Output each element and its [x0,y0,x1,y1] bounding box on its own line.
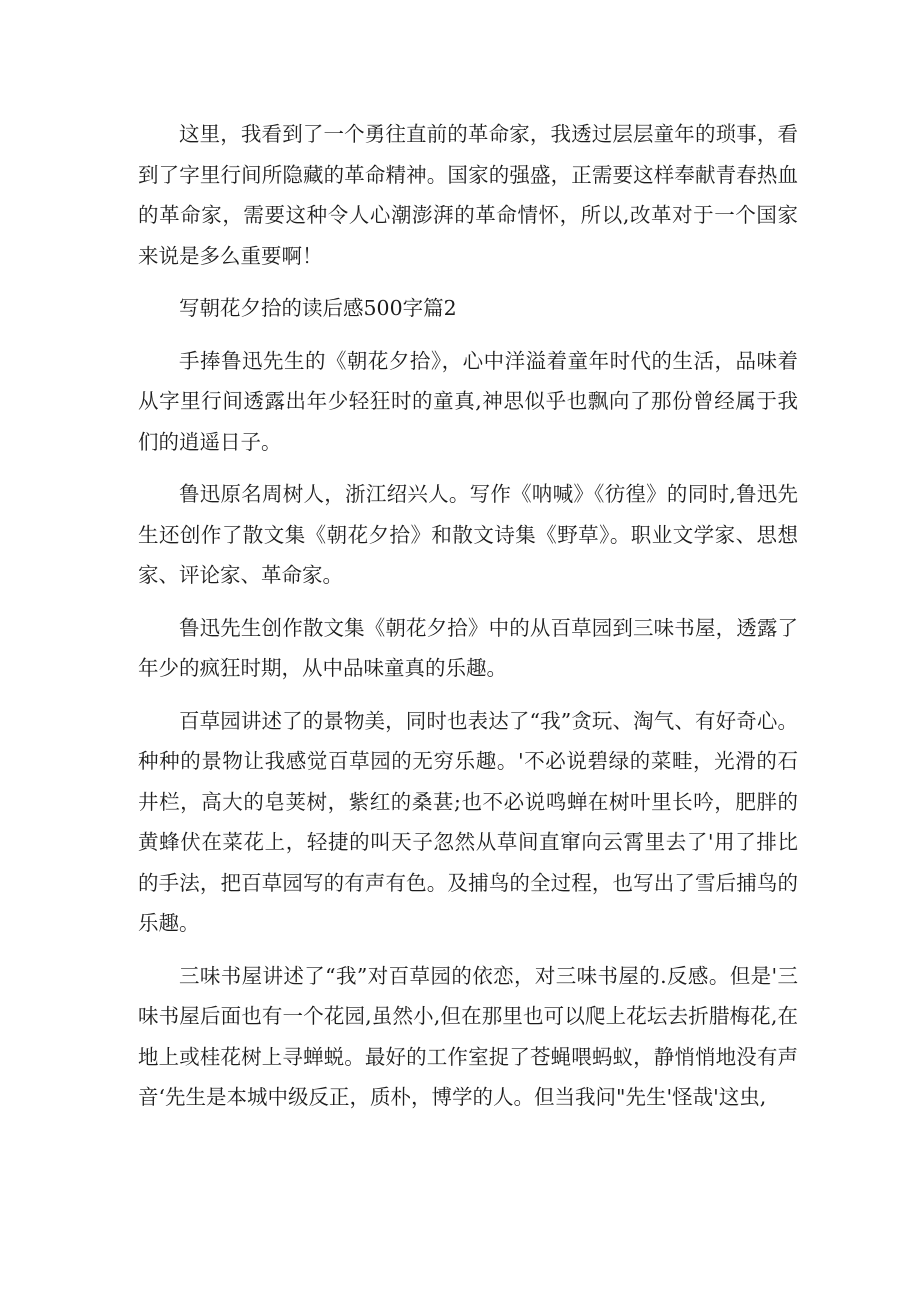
paragraph-intro: 手捧鲁迅先生的《朝花夕拾》，心中洋溢着童年时代的生活，品味着从字里行间透露出年少轻狂时的童真,神思似乎也飘向了那份曾经属于我们的逍遥日子。 [138,348,798,454]
section-heading: 写朝花夕拾的读后感500字篇2 [179,296,457,320]
paragraph-essay: 鲁迅先生创作散文集《朝花夕拾》中的从百草园到三味书屋，透露了年少的疯狂时期，从中品味童真的乐趣。 [138,615,798,680]
paragraph-sanweishuwu: 三味书屋讲述了“我”对百草园的依恋，对三味书屋的.反感。但是'三味书屋后面也有一个花园,虽然小,但在那里也可以爬上花坛去折腊梅花,在地上或桂花树上寻蝉蜕。最好的工作室捉了苍蝇喂蚂蚁，静悄悄地没有声音‘先生是本城中级反正，质朴，博学的人。但当我问"先生'怪哉'这虫, [138,963,798,1109]
paragraph-revolutionary: 这里，我看到了一个勇往直前的革命家，我透过层层童年的琐事，看到了字里行间所隐藏的革命精神。国家的强盛，正需要这样奉献青春热血的革命家，需要这种令人心潮澎湃的革命情怀，所以,改革对于一个国家来说是多么重要啊！ [138,122,798,268]
paragraph-baicaoyuan: 百草园讲述了的景物美，同时也表达了“我”贪玩、淘气、有好奇心。种种的景物让我感觉百草园的无穷乐趣。'不必说碧绿的菜畦，光滑的石井栏，高大的皂荚树，紫红的桑葚;也不必说鸣蝉在树叶里长吟，肥胖的黄蜂伏在菜花上，轻捷的叫天子忽然从草间直窜向云霄里去了'用了排比的手法，把百草园写的有声有色。及捕鸟的全过程，也写出了雪后捕鸟的乐趣。 [138,708,798,935]
document-body [138,114,798,1130]
paragraph-author: 鲁迅原名周树人，浙江绍兴人。写作《呐喊》《彷徨》的同时,鲁迅先生还创作了散文集《朝花夕拾》和散文诗集《野草》。职业文学家、思想家、评论家、革命家。 [138,482,798,587]
